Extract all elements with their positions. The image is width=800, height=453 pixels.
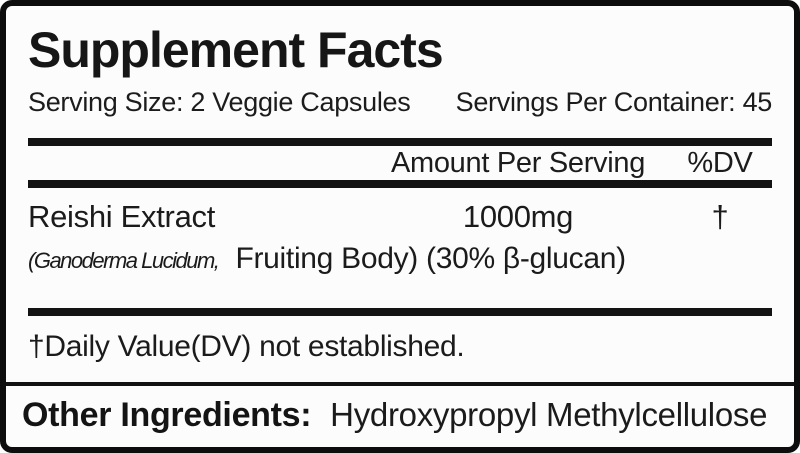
serving-info-row [28,87,772,118]
thick-rule-header-bottom [28,180,772,188]
serving-size-text: Serving Size: 2 Veggie Capsules [28,87,411,117]
panel-header [6,6,794,138]
thick-rule-footnote-top [28,308,772,316]
other-ingredients-row [6,386,794,437]
thick-rule-top [28,138,772,146]
ingredient-row [6,188,794,238]
amount-per-serving-header: Amount Per Serving [390,146,646,179]
ingredient-latin-name: (Ganoderma Lucidum, [28,248,219,273]
dv-footnote-text: †Daily Value(DV) not established. [28,330,465,363]
servings-per-container-text: Servings Per Container: 45 [455,87,772,117]
other-ingredients-label: Other Ingredients: [22,396,312,434]
panel-title: Supplement Facts [28,22,443,78]
percent-dv-header: %DV [687,146,753,179]
ingredient-name: Reishi Extract [28,199,216,234]
ingredient-detail-rest: Fruiting Body) (30% β-glucan) [235,242,626,275]
other-ingredients-value: Hydroxypropyl Methylcellulose [330,396,768,433]
ingredient-detail-line [6,238,794,282]
column-header-row [6,146,794,180]
ingredient-dv-dagger: † [711,199,729,234]
ingredient-amount: 1000mg [462,199,574,234]
